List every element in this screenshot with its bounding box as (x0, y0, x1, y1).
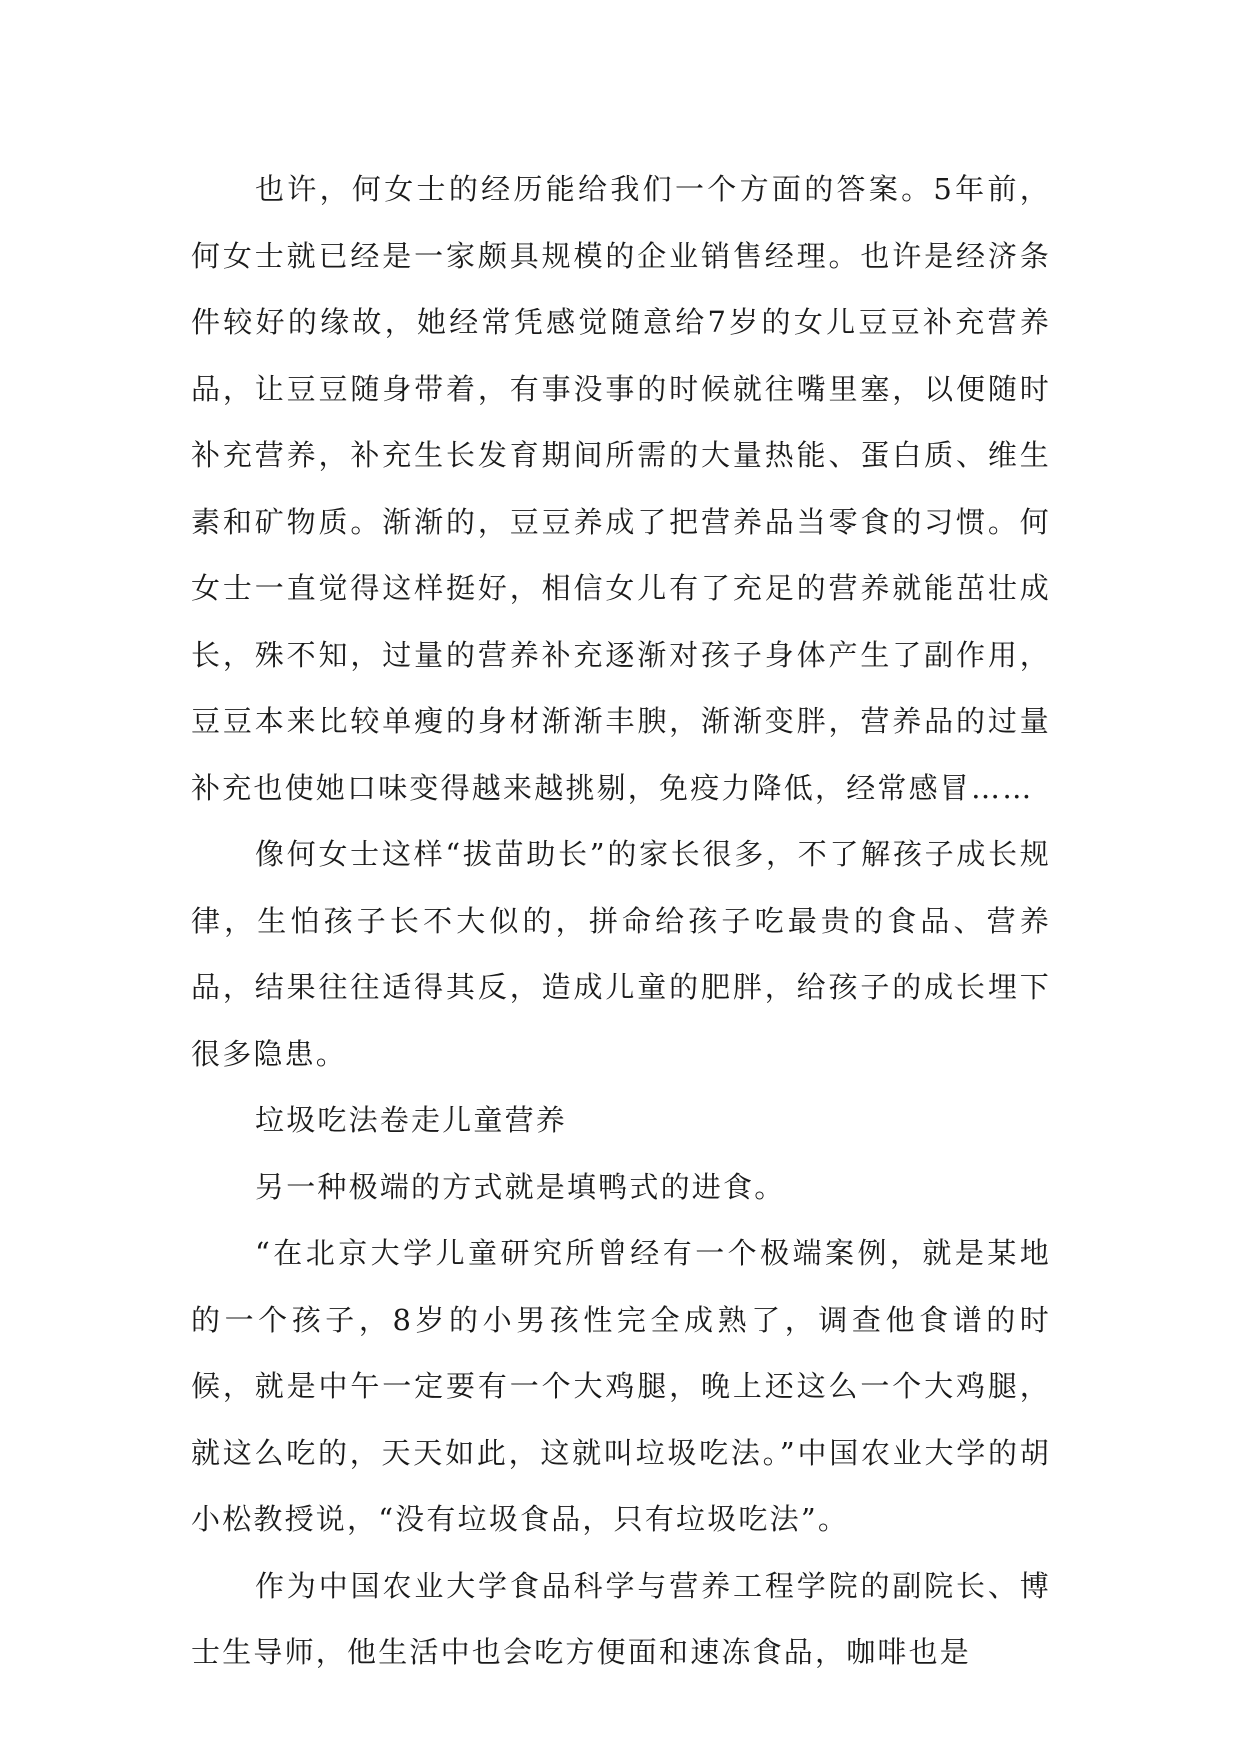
paragraph-force-feeding: 另一种极端的方式就是填鸭式的进食。 (255, 1169, 786, 1204)
paragraph-he-experience: 也许，何女士的经历能给我们一个方面的答案。5年前，何女士就已经是一家颇具规模的企业销售经理。也许是经济条件较好的缘故，她经常凭感觉随意给7岁的女儿豆豆补充营养品，让豆豆随身带着，有事没事的时候就往嘴里塞，以便随时补充营养，补充生长发育期间所需的大量热能、蛋白质、维生素和矿物质。渐渐的，豆豆养成了把营养品当零食的习惯。何女士一直觉得这样挺好，相信女儿有了充足的营养就能茁壮成长，殊不知，过量的营养补充逐渐对孩子身体产生了副作用，豆豆本来比较单瘦的身材渐渐丰腴，渐渐变胖，营养品的过量补充也使她口味变得越来越挑剔，免疫力降低，经常感冒…… (191, 172, 1051, 805)
paragraph-parents-overfeeding: 像何女士这样“拔苗助长”的家长很多，不了解孩子成长规律，生怕孩子长不大似的，拼命给孩子吃最贵的食品、营养品，结果往往适得其反，造成儿童的肥胖，给孩子的成长埋下很多隐患。 (191, 837, 1051, 1071)
body-text (191, 156, 1051, 1686)
paragraph-case-quote: “在北京大学儿童研究所曾经有一个极端案例，就是某地的一个孩子，8岁的小男孩性完全成熟了，调查他食谱的时候，就是中午一定要有一个大鸡腿，晚上还这么一个大鸡腿，就这么吃的，天天如此，这就叫垃圾吃法。”中国农业大学的胡小松教授说，“没有垃圾食品，只有垃圾吃法”。 (191, 1236, 1051, 1536)
paragraph-professor-intro: 作为中国农业大学食品科学与营养工程学院的副院长、博士生导师，他生活中也会吃方便面和速冻食品，咖啡也是 (191, 1568, 1051, 1669)
section-subheading: 垃圾吃法卷走儿童营养 (255, 1103, 568, 1137)
